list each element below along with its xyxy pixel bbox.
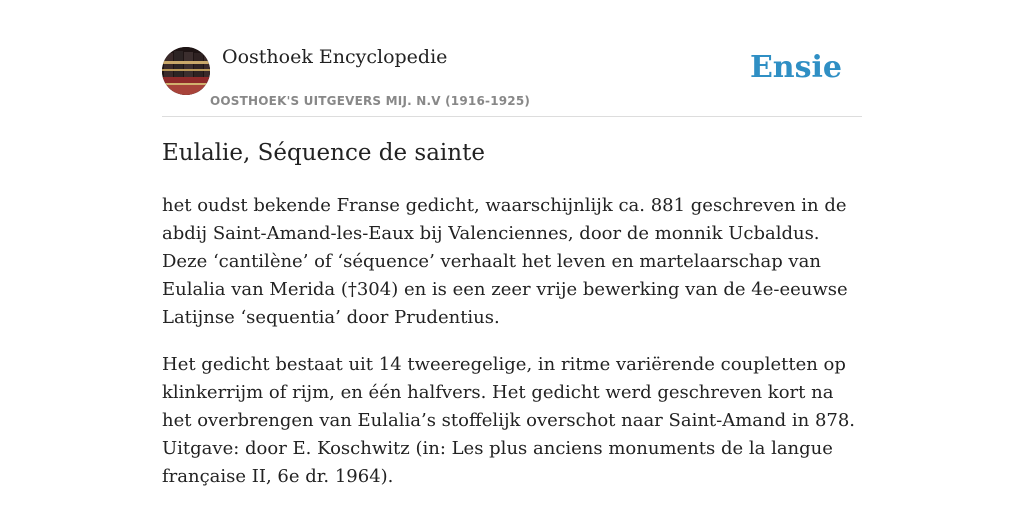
article-body [162,192,862,510]
article-paragraph: het oudst bekende Franse gedicht, waarschijnlijk ca. 881 geschreven in de abdij Saint-Amand-les-Eaux bij Valenciennes, door de monnik Ucbaldus. Deze ‘cantilène’ of ‘séquence’ verhaalt het leven en martelaarschap van Eulalia van Merida (†304) en is een zeer vrije bewerking van de 4e-eeuwse Latijnse ‘sequentia’ door Prudentius. [162,195,848,328]
publisher-label: OOSTHOEK'S UITGEVERS MIJ. N.V (1916-1925) [210,94,531,108]
encyclopedia-books-icon[interactable] [162,47,210,95]
article-paragraph: Het gedicht bestaat uit 14 tweeregelige, in ritme variërende coupletten op klinkerrijm of rijm, en één halfvers. Het gedicht werd geschreven kort na het overbrengen van Eulalia’s stoffelijk overschot naar Saint-Amand in 878. Uitgave: door E. Koschwitz (in: Les plus anciens monuments de la langue française II, 6e dr. 1964). [162,354,856,487]
article-title: Eulalie, Séquence de sainte [162,140,485,166]
site-name[interactable]: Oosthoek Encyclopedie [222,46,448,68]
header [162,44,862,117]
brand-logo[interactable]: Ensie [749,50,842,85]
